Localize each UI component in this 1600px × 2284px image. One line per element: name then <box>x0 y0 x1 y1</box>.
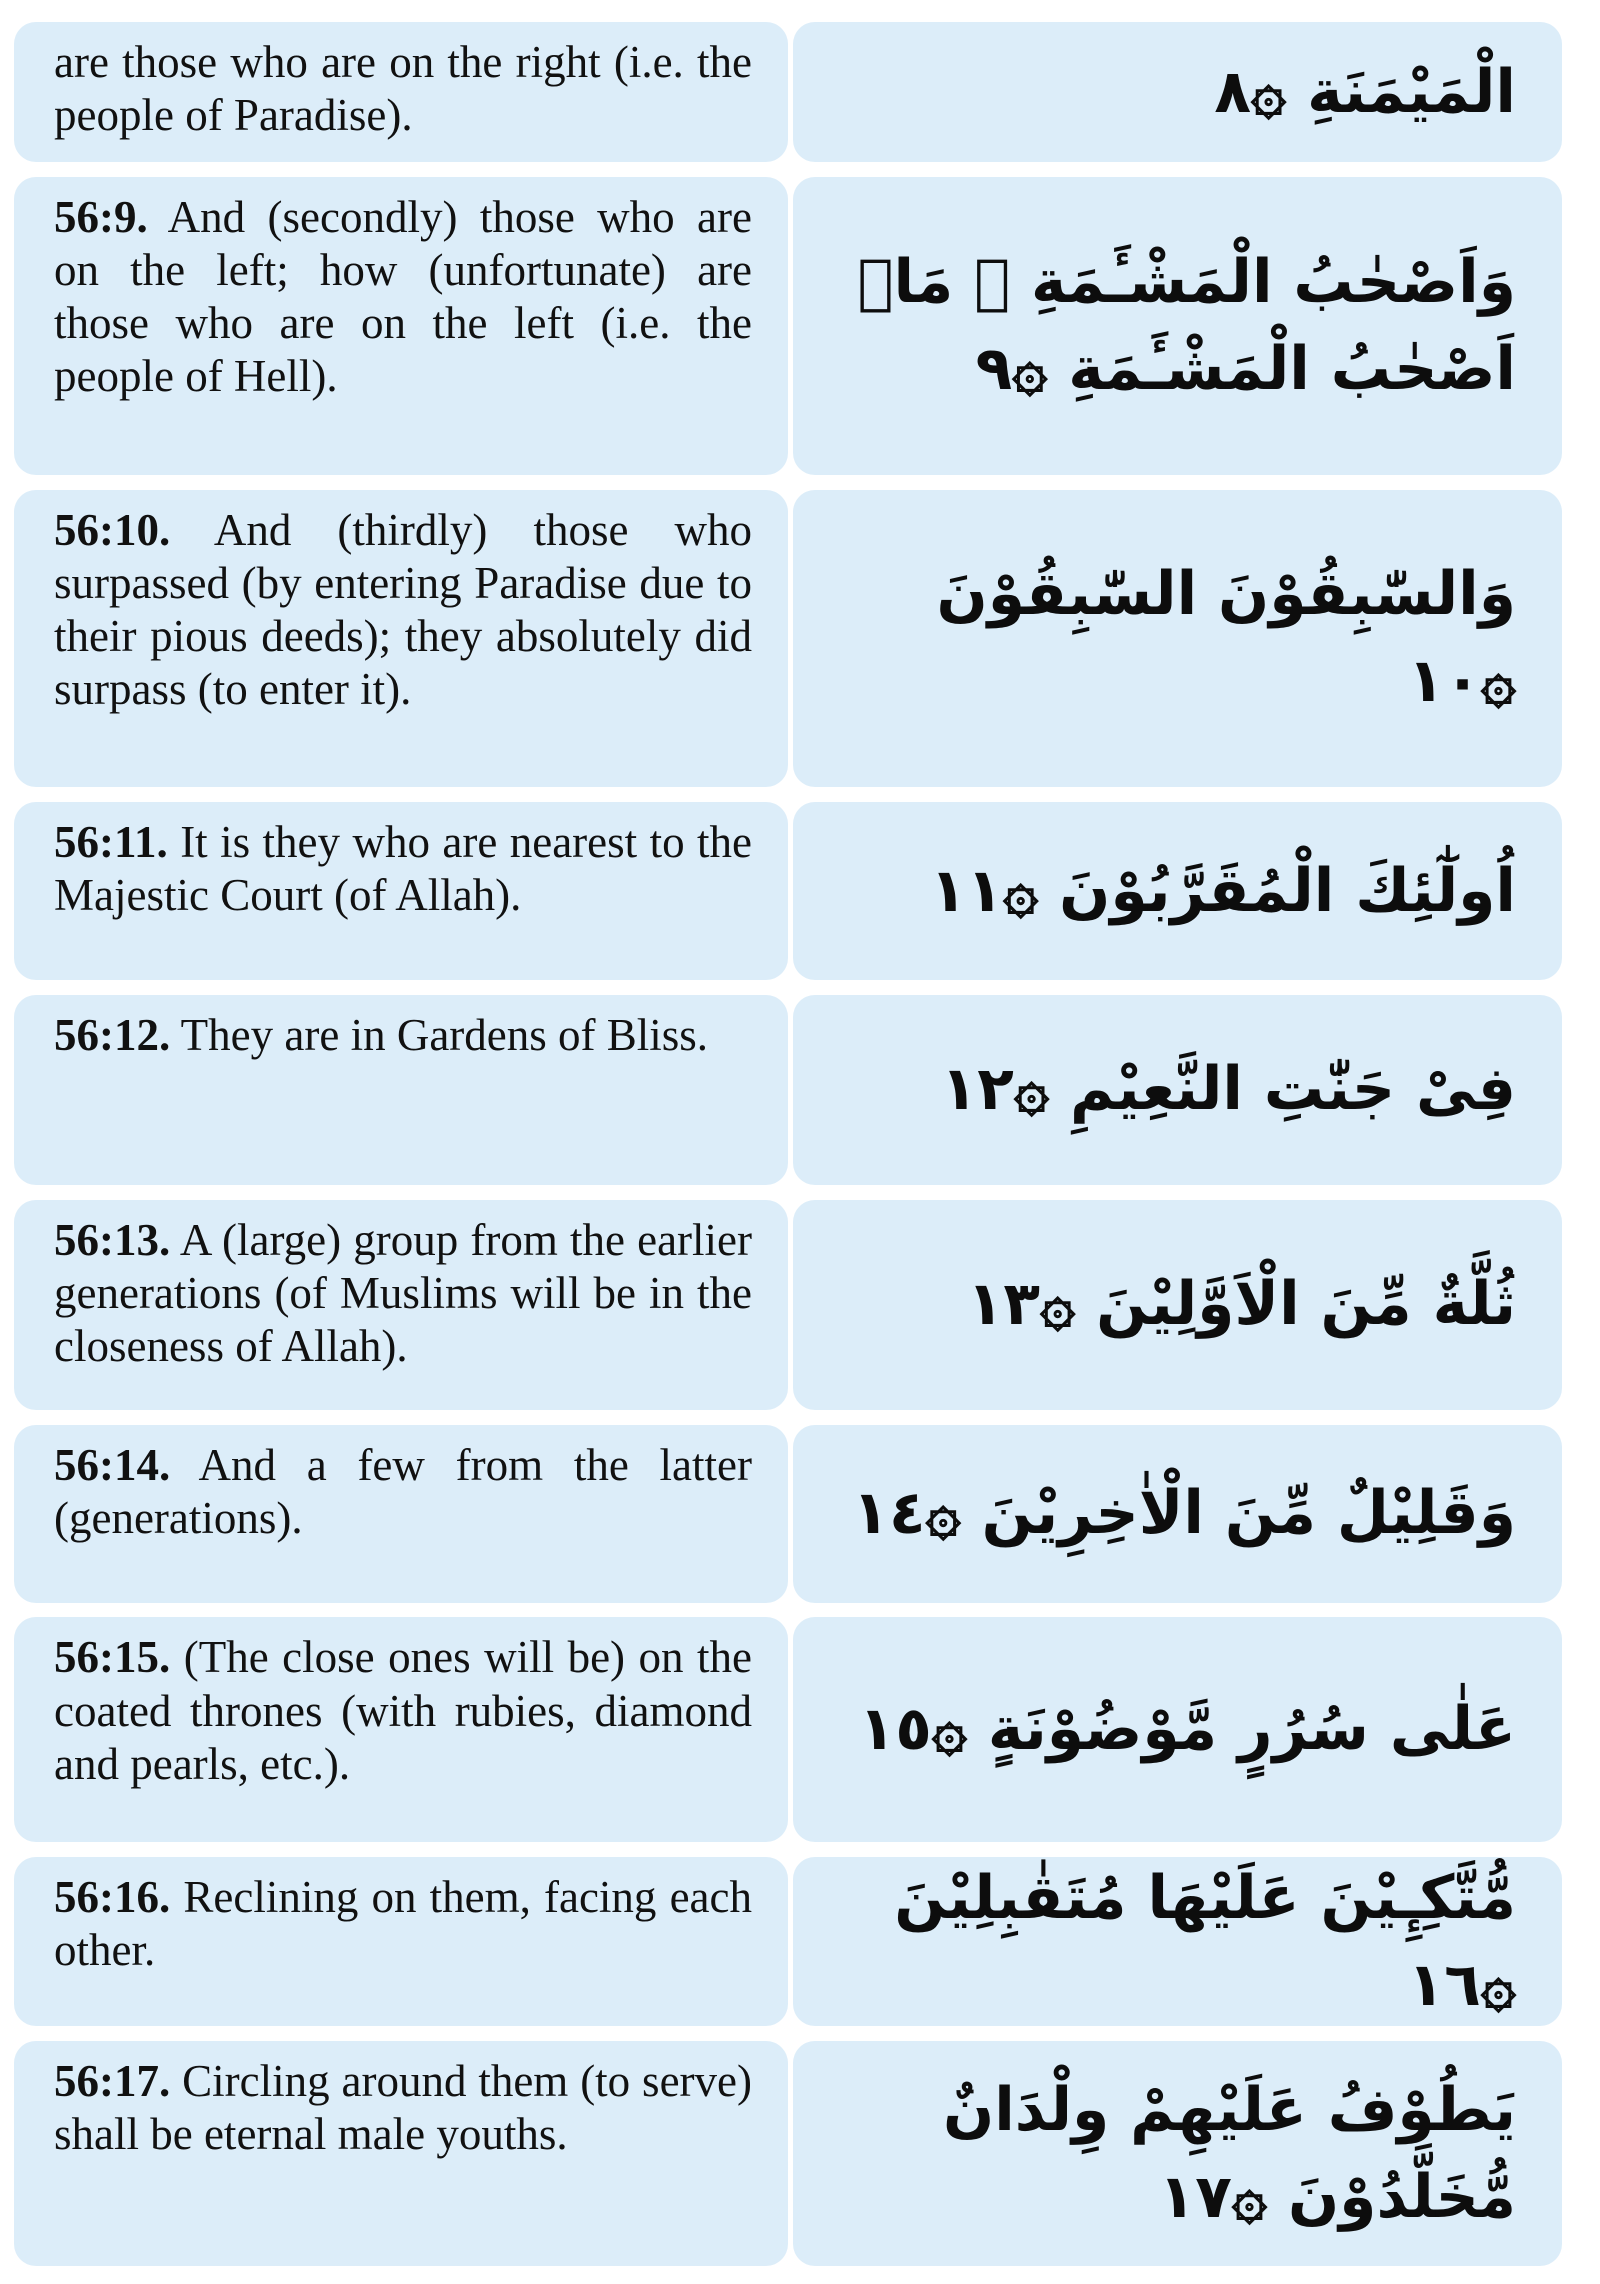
verse-row <box>14 1425 1562 1603</box>
english-translation-cell <box>14 1200 788 1410</box>
translation-text: Circling around them (to serve) shall be eternal male youths. <box>54 2056 752 2160</box>
translation-text: And (thirdly) those who surpassed (by entering Paradise due to their pious deeds); they absolutely did surpass (to enter it). <box>54 504 752 714</box>
arabic-text-cell <box>793 2041 1562 2266</box>
english-translation-cell <box>14 2041 788 2266</box>
arabic-text-cell <box>793 802 1562 980</box>
english-translation <box>54 1871 752 1977</box>
verse-row <box>14 995 1562 1185</box>
verse-row <box>14 2041 1562 2266</box>
english-translation <box>54 1009 752 1062</box>
verse-row <box>14 1857 1562 2026</box>
english-translation-cell <box>14 802 788 980</box>
verse-reference: 56:16. <box>54 1872 171 1923</box>
verse-reference: 56:11. <box>54 817 168 868</box>
english-translation <box>54 36 752 142</box>
verse-reference: 56:13. <box>54 1214 171 1265</box>
arabic-text-cell <box>793 1857 1562 2026</box>
translation-text: And (secondly) those who are on the left; how (unfortunate) are those who are on the left (i.e. the people of Hell). <box>54 191 752 402</box>
english-translation-cell <box>14 1857 788 2026</box>
arabic-text-cell <box>793 177 1562 475</box>
english-translation <box>54 1631 752 1790</box>
verse-reference: 56:9. <box>54 191 148 242</box>
arabic-verse: اُولٰٓئِكَ الْمُقَرَّبُوْنَ ۞١١ <box>929 855 1516 926</box>
english-translation <box>54 191 752 403</box>
translation-text: They are in Gardens of Bliss. <box>170 1010 709 1061</box>
english-translation <box>54 1439 752 1545</box>
verse-reference: 56:10. <box>54 504 171 555</box>
verse-row <box>14 177 1562 475</box>
arabic-verse: یَطُوْفُ عَلَیْهِمْ وِلْدَانٌ مُّخَلَّدُوْنَ ۞١٧ <box>943 2074 1516 2232</box>
arabic-verse: ثُلَّةٌ مِّنَ الْاَوَّلِیْنَ ۞١٣ <box>966 1269 1516 1340</box>
arabic-verse: عَلٰی سُرُرٍ مَّوْضُوْنَةٍ ۞١٥ <box>858 1694 1516 1765</box>
arabic-text-cell <box>793 1200 1562 1410</box>
translation-text: A (large) group from the earlier generations (of Muslims will be in the closeness of Allah). <box>54 1214 752 1371</box>
verse-reference: 56:14. <box>54 1439 171 1490</box>
verse-row <box>14 802 1562 980</box>
arabic-text-cell <box>793 1617 1562 1842</box>
english-translation-cell <box>14 490 788 788</box>
arabic-verse: وَاَصْحٰبُ الْمَشْـَٔمَةِ ۙ مَاۤ اَصْحٰبُ الْمَشْـَٔمَةِ ۞٩ <box>857 246 1516 404</box>
arabic-verse: وَالسّٰبِقُوْنَ السّٰبِقُوْنَ ۞١٠ <box>936 559 1516 717</box>
arabic-verse: فِیْ جَنّٰتِ النَّعِیْمِ ۞١٢ <box>940 1054 1516 1125</box>
translation-text: Reclining on them, facing each other. <box>54 1872 752 1976</box>
translation-text: It is they who are nearest to the Majestic Court (of Allah). <box>54 817 752 921</box>
english-translation-cell <box>14 22 788 162</box>
verse-table <box>14 22 1562 2272</box>
translation-text: And a few from the latter (generations). <box>54 1439 752 1543</box>
arabic-text-cell <box>793 1425 1562 1603</box>
translation-text: (The close ones will be) on the coated thrones (with rubies, diamond and pearls, etc.). <box>54 1632 752 1789</box>
verse-row <box>14 1617 1562 1842</box>
english-translation-cell <box>14 1617 788 1842</box>
english-translation <box>54 1214 752 1373</box>
verse-reference: 56:15. <box>54 1632 171 1683</box>
translation-text: are those who are on the right (i.e. the people of Paradise). <box>54 37 752 141</box>
arabic-verse: مُّتَّكِـِٕیْنَ عَلَیْهَا مُتَقٰبِلِیْنَ ۞١٦ <box>894 1862 1516 2020</box>
arabic-verse: وَقَلِیْلٌ مِّنَ الْاٰخِرِیْنَ ۞١٤ <box>852 1478 1516 1549</box>
english-translation <box>54 2055 752 2161</box>
english-translation <box>54 816 752 922</box>
english-translation <box>54 504 752 716</box>
arabic-verse: الْمَيْمَنَةِ ۞٨ <box>1214 56 1516 127</box>
arabic-text-cell <box>793 995 1562 1185</box>
english-translation-cell <box>14 177 788 475</box>
arabic-text-cell <box>793 22 1562 162</box>
arabic-text-cell <box>793 490 1562 788</box>
verse-row <box>14 490 1562 788</box>
verse-row <box>14 22 1562 162</box>
verse-reference: 56:12. <box>54 1010 171 1061</box>
verse-row <box>14 1200 1562 1410</box>
english-translation-cell <box>14 1425 788 1603</box>
verse-reference: 56:17. <box>54 2056 171 2107</box>
english-translation-cell <box>14 995 788 1185</box>
